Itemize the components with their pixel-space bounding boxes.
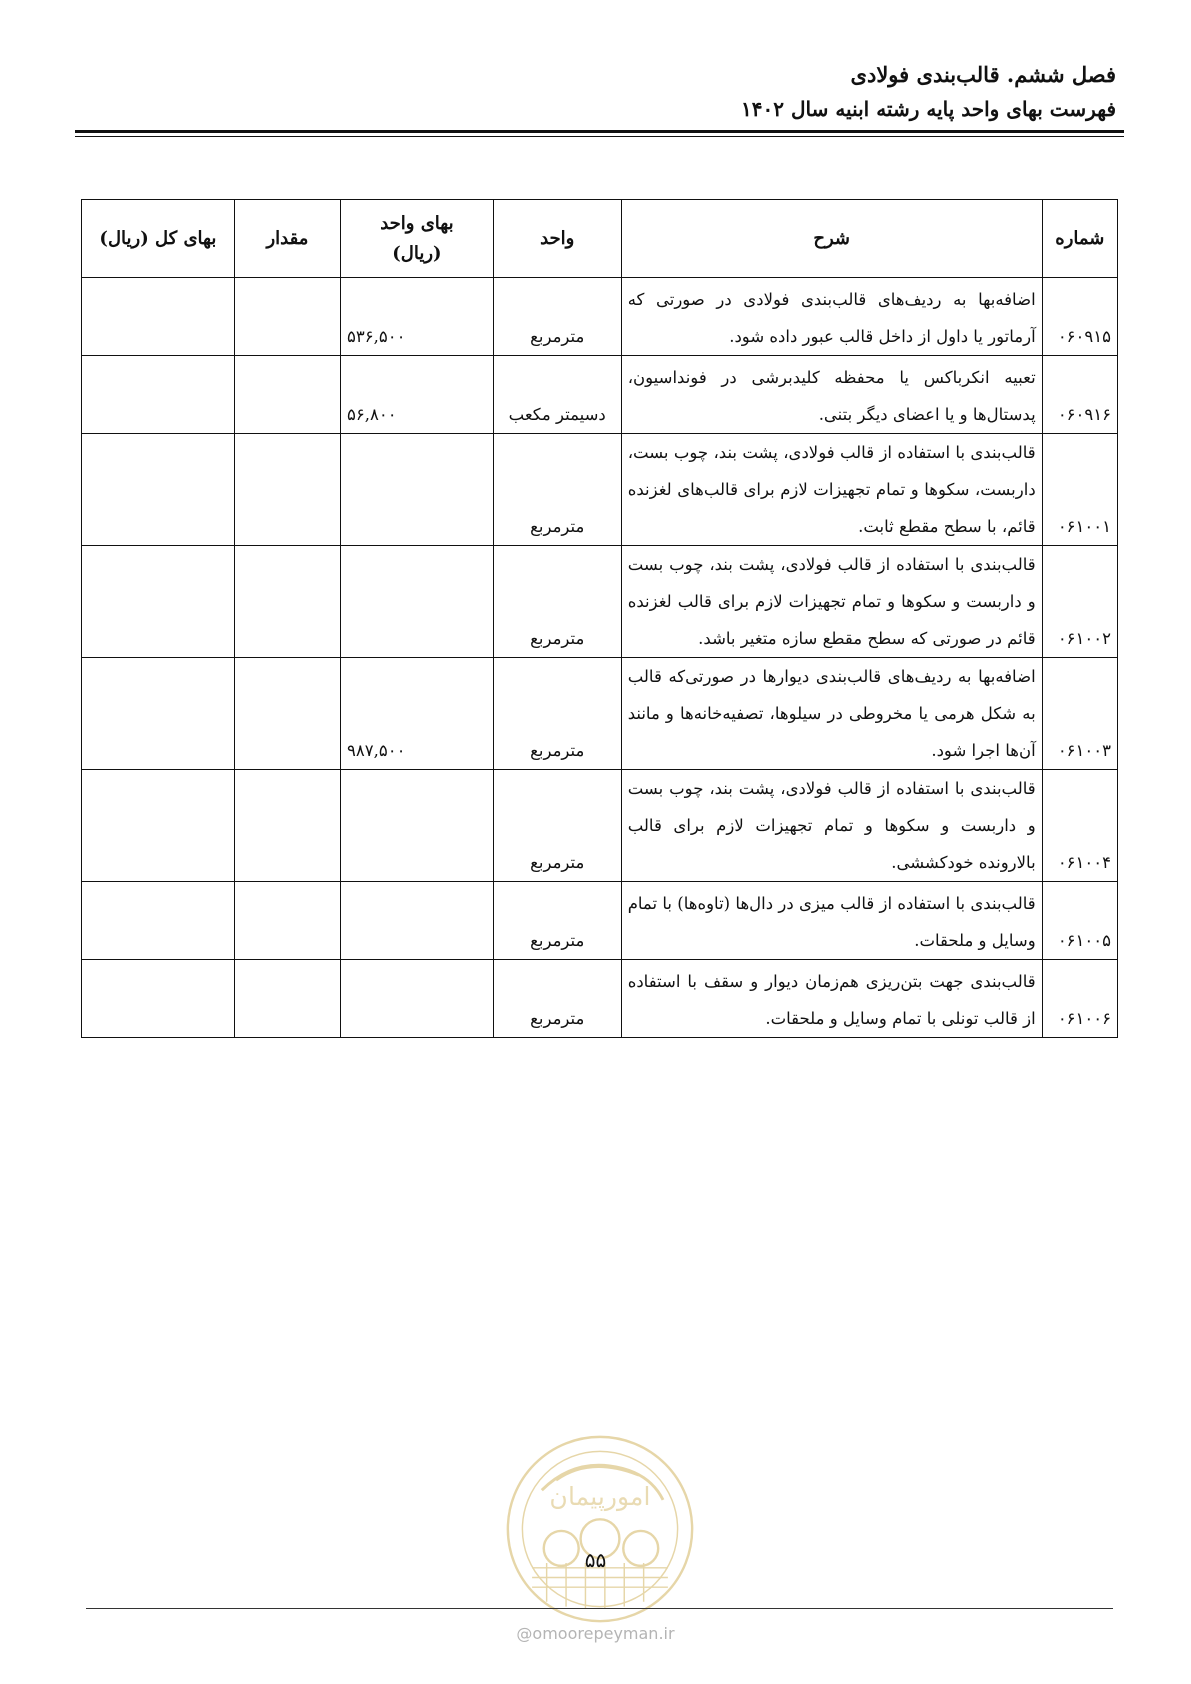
header-rule-thin [75,136,1124,137]
row-total-price [82,546,235,658]
table-row [82,546,1118,658]
row-unit: مترمربع [493,658,621,770]
table-row [82,770,1118,882]
row-number: ۰۶۱۰۰۶ [1042,960,1117,1038]
row-unit-price: ۹۸۷,۵۰۰ [341,658,494,770]
watermark-text: امورپیمان [549,1481,651,1511]
row-total-price [82,356,235,434]
row-unit-price [341,434,494,546]
header-quantity: مقدار [234,200,340,278]
header-unit-price-currency: (ریال) [392,242,442,264]
row-unit: مترمربع [493,546,621,658]
row-quantity [234,546,340,658]
row-quantity [234,770,340,882]
row-number: ۰۶۱۰۰۲ [1042,546,1117,658]
header-number: شماره [1042,200,1117,278]
row-description: تعبیه انکرباکس یا محفظه کلیدبرشی در فونداسیون، پدستال‌ها و یا اعضای دیگر بتنی. [621,356,1042,434]
price-table [81,199,1118,1038]
header-rule-thick [75,130,1124,133]
row-unit-price [341,960,494,1038]
row-total-price [82,882,235,960]
row-description: اضافه‌بها به ردیف‌های قالب‌بندی دیوارها در صورتی‌که قالب به شکل هرمی یا مخروطی در سیلوها، تصفیه‌خانه‌ها و مانند آن‌ها اجرا شود. [621,658,1042,770]
row-unit-price [341,882,494,960]
row-quantity [234,882,340,960]
row-total-price [82,658,235,770]
row-description: قالب‌بندی جهت بتن‌ریزی هم‌زمان دیوار و سقف با استفاده از قالب تونلی با تمام وسایل و ملحقات. [621,960,1042,1038]
footer-website: @omoorepeyman.ir [516,1624,675,1643]
row-total-price [82,770,235,882]
row-quantity [234,960,340,1038]
row-number: ۰۶۰۹۱۵ [1042,278,1117,356]
row-description: قالب‌بندی با استفاده از قالب میزی در دال‌ها (تاوه‌ها) با تمام وسایل و ملحقات. [621,882,1042,960]
row-number: ۰۶۰۹۱۶ [1042,356,1117,434]
row-unit: دسیمتر مکعب [493,356,621,434]
row-unit-price [341,770,494,882]
row-unit: مترمربع [493,882,621,960]
row-unit: مترمربع [493,278,621,356]
header-unit-price [341,200,494,278]
document-subtitle: فهرست بهای واحد پایه رشته ابنیه سال ۱۴۰۲ [741,97,1116,121]
page-number: ۵۵ [584,1548,607,1572]
table-row [82,658,1118,770]
row-unit-price [341,546,494,658]
table-row [82,960,1118,1038]
row-description: قالب‌بندی با استفاده از قالب فولادی، پشت بند، چوب بست و داربست و سکوها و تمام تجهیزات لازم برای قالب لغزنده قائم در صورتی که سطح مقطع سازه متغیر باشد. [621,546,1042,658]
row-unit: مترمربع [493,770,621,882]
header-description: شرح [621,200,1042,278]
table-row [82,356,1118,434]
row-quantity [234,356,340,434]
page-header [741,58,1116,126]
row-quantity [234,434,340,546]
row-unit-price: ۵۳۶,۵۰۰ [341,278,494,356]
row-number: ۰۶۱۰۰۴ [1042,770,1117,882]
row-unit-price: ۵۶,۸۰۰ [341,356,494,434]
row-quantity [234,658,340,770]
row-description: اضافه‌بها به ردیف‌های قالب‌بندی فولادی در صورتی که آرماتور یا داول از داخل قالب عبور داده شود. [621,278,1042,356]
row-total-price [82,960,235,1038]
footer-rule [86,1608,1113,1609]
table-row [82,278,1118,356]
row-number: ۰۶۱۰۰۳ [1042,658,1117,770]
row-total-price [82,278,235,356]
table-header-row [82,200,1118,278]
row-description: قالب‌بندی با استفاده از قالب فولادی، پشت بند، چوب بست، داربست، سکوها و تمام تجهیزات لازم برای قالب‌های لغزنده قائم، با سطح مقطع ثابت. [621,434,1042,546]
row-description: قالب‌بندی با استفاده از قالب فولادی، پشت بند، چوب بست و داربست و سکوها و تمام تجهیزات لازم برای قالب بالارونده خودکششی. [621,770,1042,882]
chapter-title: فصل ششم. قالب‌بندی فولادی [850,62,1116,87]
header-total-price: بهای کل (ریال) [82,200,235,278]
omoorepeyman-watermark-logo [503,1432,697,1626]
row-total-price [82,434,235,546]
header-unit-price-label: بهای واحد [380,212,454,234]
row-number: ۰۶۱۰۰۵ [1042,882,1117,960]
header-unit: واحد [493,200,621,278]
row-unit: مترمربع [493,434,621,546]
table-row [82,882,1118,960]
row-unit: مترمربع [493,960,621,1038]
row-quantity [234,278,340,356]
row-number: ۰۶۱۰۰۱ [1042,434,1117,546]
table-row [82,434,1118,546]
